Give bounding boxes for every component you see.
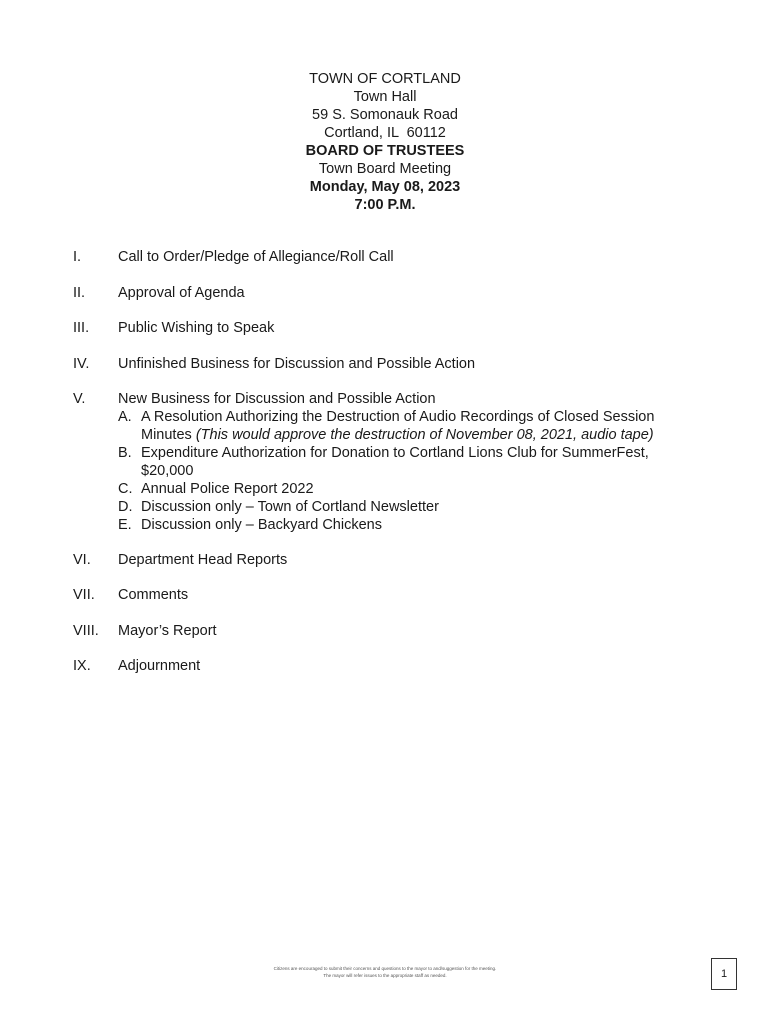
subitem-letter: E.: [118, 517, 132, 533]
subitem-b: [118, 444, 718, 462]
org-name: TOWN OF CORTLAND: [309, 71, 461, 87]
subitem-text: Discussion only – Backyard Chickens: [141, 517, 382, 533]
agenda-item-title: Call to Order/Pledge of Allegiance/Roll Call: [118, 249, 394, 265]
subitem-text: Discussion only – Town of Cortland Newsletter: [141, 499, 439, 515]
agenda-item-title: New Business for Discussion and Possible Action: [118, 391, 436, 407]
agenda-item-number: IX.: [73, 658, 91, 674]
subitem-text-continued: [141, 426, 654, 444]
page-number: 1: [711, 958, 737, 990]
agenda-item-title: Comments: [118, 587, 189, 603]
subitem-a-continued: [118, 426, 718, 444]
agenda-item-title: Public Wishing to Speak: [118, 320, 275, 336]
subitem-letter: B.: [118, 445, 132, 461]
agenda-item-number: V.: [73, 391, 86, 407]
meeting-time: 7:00 P.M.: [354, 197, 416, 213]
agenda-item-number: III.: [73, 320, 90, 336]
subitem-d: [118, 498, 718, 516]
subitem-a: [118, 408, 718, 426]
agenda-item-number: II.: [73, 285, 86, 301]
subitem-c: [118, 480, 718, 498]
subitem-text: A Resolution Authorizing the Destruction of Audio Recordings of Closed Session: [141, 409, 655, 425]
subitem-italic-note: (This would approve the destruction of November 08, 2021, audio tape): [195, 427, 654, 443]
agenda-item-title: Department Head Reports: [118, 552, 288, 568]
meeting-date: Monday, May 08, 2023: [309, 179, 461, 195]
board-name: BOARD OF TRUSTEES: [305, 143, 465, 159]
agenda-item-title: Mayor’s Report: [118, 623, 217, 639]
agenda-item-title: Unfinished Business for Discussion and Possible Action: [118, 356, 476, 372]
new-business-subitems: [118, 408, 718, 534]
subitem-e: [118, 516, 718, 534]
meeting-header: [0, 70, 770, 214]
subitem-text: Expenditure Authorization for Donation to Cortland Lions Club for SummerFest,: [141, 445, 649, 461]
agenda-item-number: VII.: [73, 587, 95, 603]
subitem-letter: A.: [118, 409, 132, 425]
agenda-item-number: I.: [73, 249, 82, 265]
agenda-item-title: Approval of Agenda: [118, 285, 245, 301]
footer-line-2: The mayor will refer issues to the appropriate staff as needed.: [323, 973, 447, 978]
city-address: Cortland, IL 60112: [324, 125, 446, 141]
subitem-text-continued: $20,000: [141, 463, 194, 479]
venue-name: Town Hall: [353, 89, 417, 105]
subitem-letter: C.: [118, 481, 133, 497]
meeting-type: Town Board Meeting: [318, 161, 452, 177]
subitem-text: Annual Police Report 2022: [141, 481, 314, 497]
agenda-item-number: VIII.: [73, 623, 99, 639]
footer-note: [200, 965, 570, 979]
subitem-b-continued: [118, 462, 718, 480]
agenda-item-number: IV.: [73, 356, 90, 372]
subitem-text-continued-plain: Minutes: [141, 427, 196, 443]
agenda-item-number: VI.: [73, 552, 91, 568]
subitem-letter: D.: [118, 499, 133, 515]
footer-line-1: Citizens are encouraged to submit their concerns and questions to the mayor to and/suggestion for the meeting.: [273, 966, 497, 971]
agenda-item-title: Adjournment: [118, 658, 201, 674]
street-address: 59 S. Somonauk Road: [312, 107, 458, 123]
